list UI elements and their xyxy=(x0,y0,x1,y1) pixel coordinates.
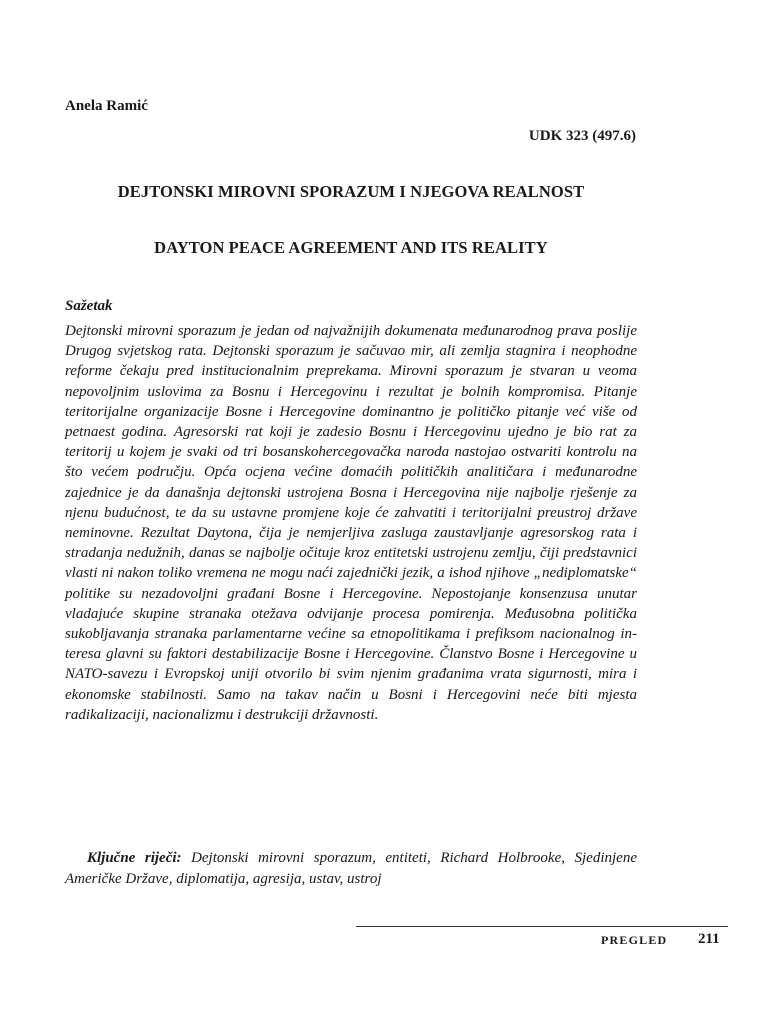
title-english: DAYTON PEACE AGREEMENT AND ITS REALITY xyxy=(154,238,548,257)
journal-name: PREGLED xyxy=(601,933,668,947)
author-name: Anela Ramić xyxy=(65,98,148,114)
udk-classification: UDK 323 (497.6) xyxy=(528,128,636,144)
keywords-label: Ključne riječi: xyxy=(87,850,182,866)
keywords-text: Dejtonski mirovni sporazum, entiteti, Richard Holbrooke, Sjedinjene Američke Države, diplomatija, agresija, ustav, ustroj xyxy=(65,850,637,887)
abstract-body: Dejtonski mirovni sporazum je jedan od najvažnijih dokumenata međunarodnog prava poslije Drugog svjetskog rata. Dejtonski sporazum je sačuvao mir, ali zemlja stagnira i neophodne reforme čekaju pred institucionalnim preprekama. Mirovni sporazum je stvaran u veoma nepovoljnim uslovima za Bosnu i Hercegovinu i rezultat je bolnih kompromisa. Pitanje teritorijalne organizacije Bosne i Hercegovine dominantno je političko pitanje već više od petnaest godina. Agresorski rat koji je zadesio Bosnu i Hercegovinu ujedno je bio rat za teritorij u kojem je svaki od tri bosanskohercegovačka naroda nastojao ostvariti kontrolu na što većem području. Opća ocjena većine domaćih političkih analitičara i međunarodne zajednice je da današnja dejtonski ustrojena Bosna i Hercegovina nije najbolje rješenje za njenu budućnost, te da su ustavne promjene koje će zahvatiti i teritorijalni preustroj države neminovne. Rezultat Daytona, čija je nemjerljiva zasluga zaustavljanje agresorskog rata i stradanja nedužnih, danas se najbolje očituje kroz entitetski ustrojenu zemlju, čiji predstavnici vlasti ni nakon toliko vremena ne mogu naći zajednički jezik, a ishod njihove „nediplomatske“ politike su nezadovoljni građani Bosne i Hercegovine. Nepostojanje konsenzusa unutar vladajuće skupine stranaka otežava odvijanje procesa pomirenja. Međusobna politička sukobljavanja stranaka parlamentarne većine sa etnopolitikama i prefiksom nacionalnog interesa glavni su faktori destabilizacije Bosne i Hercegovine. Članstvo Bosne i Hercegovine u NATO-savezu i Evropskoj uniji otvorilo bi svim njenim građanima vrata sigurnosti, mira i ekonomske stabilnosti. Samo na takav način u Bosni i Hercegovini neće biti mjesta radikalizaciji, nacionalizmu i destrukciji državnosti. xyxy=(65,323,637,723)
keywords-paragraph xyxy=(65,848,637,889)
title-bosnian: DEJTONSKI MIROVNI SPORAZUM I NJEGOVA REALNOST xyxy=(117,182,585,201)
abstract-heading: Sažetak xyxy=(65,298,113,314)
page-number: 211 xyxy=(698,931,720,947)
footer-divider xyxy=(356,926,728,927)
